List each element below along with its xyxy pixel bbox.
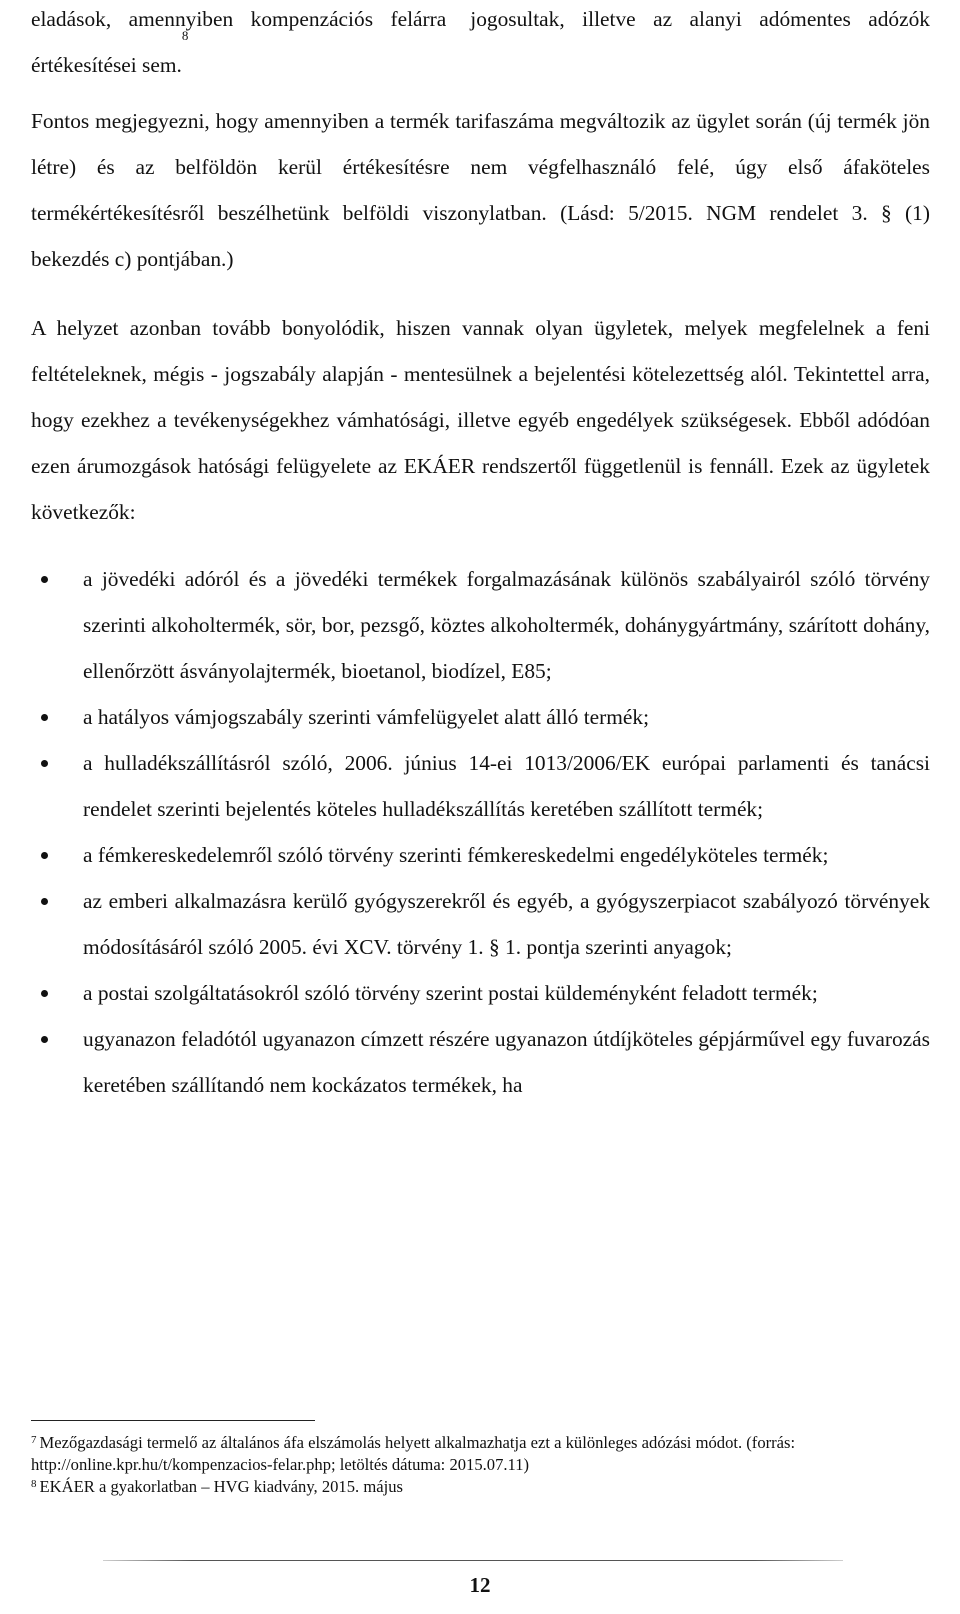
list-item: [31, 970, 930, 1016]
bullet-icon: [41, 852, 48, 859]
footnote-number: 8: [31, 1478, 37, 1490]
footnote-7: [31, 1432, 930, 1476]
list-item: [31, 878, 930, 970]
list-item: [31, 1016, 930, 1108]
footnote-text: EKÁER a gyakorlatban – HVG kiadvány, 2015. május: [39, 1477, 403, 1496]
footnote-8: [31, 1476, 930, 1498]
bullet-icon: [41, 1036, 48, 1043]
list-item-text: a hatályos vámjogszabály szerinti vámfelügyelet alatt álló termék;: [83, 705, 650, 729]
footnotes: [31, 1432, 930, 1498]
footnote-text: Mezőgazdasági termelő az általános áfa elszámolás helyett alkalmazhatja ezt a különleges adózási módot. (forrás: http://online.kpr.hu/t/kompenzacios-felar.php; letöltés dátuma: 2015.07.11): [31, 1433, 796, 1474]
paragraph-text: jogosultak, illetve az alanyi adómentes adózók értékesítései sem.: [31, 7, 931, 77]
list-item-text: a jövedéki adóról és a jövedéki termékek forgalmazásának különös szabályairól szóló törvény szerinti alkoholtermék, sör, bor, pezsgő, köztes alkoholtermék, dohánygyártmány, szárított dohány, ellenőrzött ásványolajtermék, bioetanol, biodízel, E85;: [83, 567, 930, 683]
list-item: [31, 556, 930, 694]
list-item-text: ugyanazon feladótól ugyanazon címzett részére ugyanazon útdíjköteles gépjárművel egy fuvarozás keretében szállítandó nem kockázatos termékek, ha: [83, 1027, 930, 1097]
page-number: 12: [469, 1573, 491, 1597]
exemption-list: [31, 556, 930, 1108]
footnote-number: 7: [31, 1434, 37, 1446]
list-item-text: a fémkereskedelemről szóló törvény szerinti fémkereskedelmi engedélyköteles termék;: [83, 843, 829, 867]
list-item: [31, 832, 930, 878]
footnote-separator: [31, 1420, 315, 1421]
list-item-text: a hulladékszállításról szóló, 2006. június 14-ei 1013/2006/EK európai parlamenti és tanácsi rendelet szerinti bejelentés köteles hulladékszállítás keretében szállított termék;: [83, 751, 930, 821]
footnote-ref-8[interactable]: 8: [181, 28, 189, 43]
bullet-icon: [41, 760, 48, 767]
page-footer-rule: [103, 1560, 843, 1561]
list-item: [31, 694, 930, 740]
bullet-icon: [41, 990, 48, 997]
bullet-icon: [41, 576, 48, 583]
bullet-icon: [41, 714, 48, 721]
paragraph-tariff-number: Fontos megjegyezni, hogy amennyiben a termék tarifaszáma megváltozik az ügylet során (új termék jön létre) és az belföldön kerül értékesítésre nem végfelhasználó felé, úgy első áfaköteles termékértékesítésről beszélhetünk belföldi viszonylatban. (Lásd: 5/2015. NGM rendelet 3. § (1) bekezdés c) pontjában.): [31, 109, 930, 271]
paragraph-exemptions: A helyzet azonban tovább bonyolódik, hiszen vannak olyan ügyletek, melyek megfelelnek a feni feltételeknek, mégis - jogszabály alapján - mentesülnek a bejelentési kötelezettség alól. Tekintettel arra, hogy ezekhez a tevékenységekhez vámhatósági, illetve egyéb engedélyek szükségesek. Ebből adódóan ezen árumozgások hatósági felügyelete az EKÁER rendszertől függetlenül is fennáll. Ezek az ügyletek következők:: [31, 316, 930, 524]
paragraph-text: eladások, amennyiben kompenzációs felárra: [31, 7, 447, 31]
bullet-icon: [41, 898, 48, 905]
list-item-text: a postai szolgáltatásokról szóló törvény szerint postai küldeményként feladott termék;: [83, 981, 818, 1005]
list-item: [31, 740, 930, 832]
list-item-text: az emberi alkalmazásra kerülő gyógyszerekről és egyéb, a gyógyszerpiacot szabályozó törvények módosításáról szóló 2005. évi XCV. törvény 1. § 1. pontja szerinti anyagok;: [83, 889, 930, 959]
paragraph-intro-continuation: [31, 0, 930, 88]
